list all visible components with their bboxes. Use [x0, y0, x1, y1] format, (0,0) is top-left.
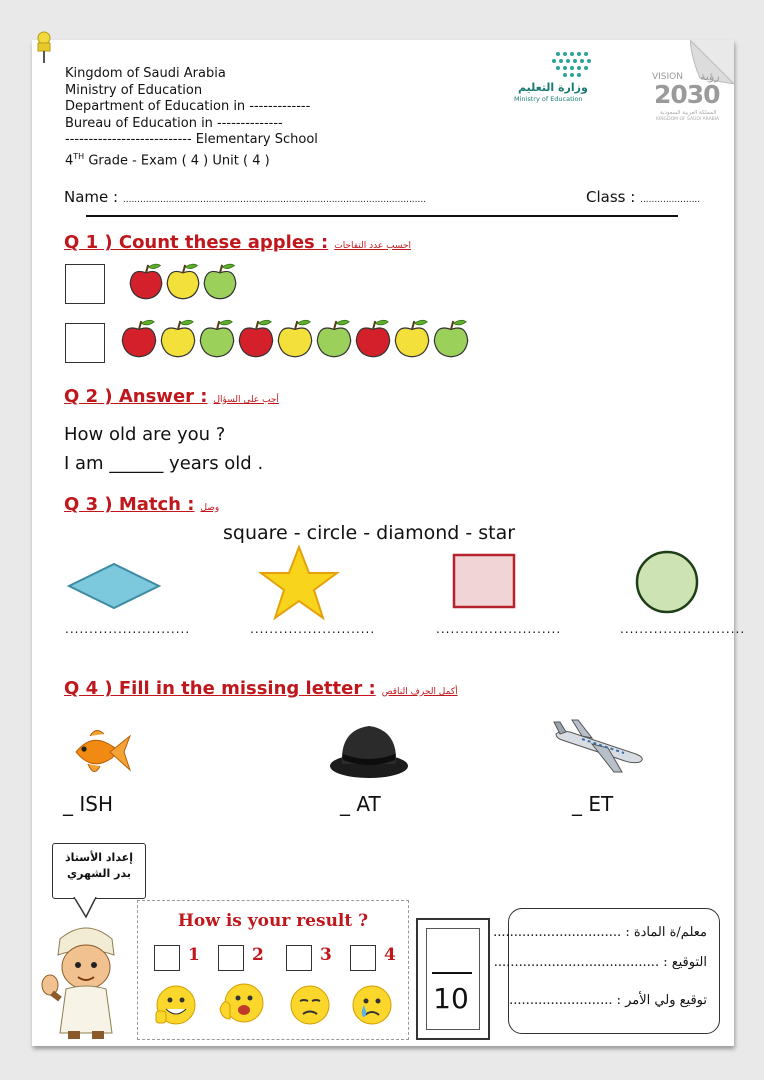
- ministry-logo-ar: وزارة التعليم: [518, 81, 588, 94]
- vision-label: VISION: [652, 72, 683, 82]
- q4-title-ar: أكمل الحرف الناقص: [381, 687, 458, 697]
- vision-country-ar: المملكة العربية السعودية: [660, 110, 717, 116]
- q1-answer-box-2[interactable]: [65, 323, 105, 363]
- result-checkbox-3[interactable]: [286, 945, 312, 971]
- diamond-shape: [66, 561, 162, 611]
- hat-image: [328, 718, 410, 780]
- header-grade: 4TH Grade - Exam ( 4 ) Unit ( 4 ): [65, 151, 270, 168]
- result-checkbox-1[interactable]: [154, 945, 180, 971]
- q1-title-ar: احسب عدد التفاحات: [334, 241, 412, 251]
- q4-word-fish[interactable]: _ ISH: [63, 792, 113, 816]
- header-bureau: Bureau of Education in --------------: [65, 115, 283, 131]
- apple-icon: [165, 262, 201, 304]
- result-number-4: 4: [384, 945, 396, 965]
- name-field[interactable]: [64, 188, 426, 206]
- fish-image: [64, 722, 134, 782]
- q1-title: Q 1 ) Count these apples : احسب عدد التفاحات: [64, 232, 412, 253]
- apple-icon: [432, 318, 470, 362]
- q4-word-hat[interactable]: _ AT: [340, 792, 381, 816]
- header-department: Department of Education in -------------: [65, 99, 311, 114]
- school-header: [65, 66, 318, 169]
- header-divider: [86, 215, 678, 217]
- class-field[interactable]: [586, 188, 700, 206]
- q3-answer-line-1[interactable]: ..........................: [65, 622, 191, 636]
- apple-icon: [393, 318, 431, 362]
- q3-answer-line-3[interactable]: ..........................: [436, 622, 562, 636]
- result-number-1: 1: [188, 945, 200, 965]
- ministry-logo-en: Ministry of Education: [514, 95, 583, 103]
- q4-word-jet[interactable]: _ ET: [572, 792, 614, 816]
- q3-word-bank: square - circle - diamond - star: [223, 522, 516, 544]
- apple-icon: [276, 318, 314, 362]
- vision-year: 2030: [654, 80, 720, 109]
- score-fraction-line: [432, 972, 472, 974]
- teacher-credit-bubble: [52, 843, 146, 899]
- header-country: Kingdom of Saudi Arabia: [65, 66, 226, 81]
- q1-answer-box-1[interactable]: [65, 264, 105, 304]
- header-school: --------------------------- Elementary School: [65, 132, 318, 147]
- score-total: 10: [433, 982, 469, 1015]
- sad-emoji-icon: [288, 983, 332, 1027]
- signature-line[interactable]: التوقيع : ........................................: [493, 955, 707, 970]
- q3-answer-line-2[interactable]: ..........................: [250, 622, 376, 636]
- teacher-credit-line-1: إعداد الأستاذ: [65, 851, 133, 864]
- class-label: Class :: [586, 188, 636, 206]
- result-number-3: 3: [320, 945, 332, 965]
- q1-apples-row-1: [128, 262, 268, 310]
- apple-icon: [128, 262, 164, 304]
- q2-question: How old are you ?: [64, 424, 226, 445]
- q2-answer-line[interactable]: I am ______ years old .: [64, 453, 264, 474]
- class-dots: .....................: [640, 195, 701, 205]
- vision-2030-logo: [652, 72, 734, 122]
- result-number-2: 2: [252, 945, 264, 965]
- vision-label-ar: رؤية: [700, 70, 720, 83]
- name-label: Name :: [64, 188, 119, 206]
- result-checkbox-2[interactable]: [218, 945, 244, 971]
- teacher-signature-line[interactable]: معلم/ة المادة : ...............................: [493, 925, 707, 940]
- star-shape: [258, 543, 340, 623]
- parent-signature-line[interactable]: توقيع ولي الأمر : .........................: [509, 993, 707, 1008]
- apple-icon: [202, 262, 238, 304]
- result-title: How is your result ?: [177, 911, 369, 931]
- apple-icon: [120, 318, 158, 362]
- q3-title: Q 3 ) Match : وصل: [64, 494, 220, 515]
- q2-title-ar: أجب على السؤال: [213, 395, 279, 405]
- q4-title: Q 4 ) Fill in the missing letter : أكمل الحرف الناقص: [64, 678, 458, 699]
- square-shape: [451, 552, 517, 610]
- apple-icon: [237, 318, 275, 362]
- q3-title-ar: وصل: [200, 503, 220, 513]
- thumbs-up-emoji-icon: [154, 983, 198, 1027]
- signature-box: [493, 908, 720, 1034]
- q3-answer-line-4[interactable]: ..........................: [620, 622, 746, 636]
- name-dots: ..........................................................................................................: [122, 195, 427, 205]
- result-checkbox-4[interactable]: [350, 945, 376, 971]
- header-ministry: Ministry of Education: [65, 82, 203, 98]
- vision-country-en: KINGDOM OF SAUDI ARABIA: [656, 117, 720, 122]
- pushpin-icon: [30, 30, 62, 66]
- apple-icon: [159, 318, 197, 362]
- ministry-logo: [508, 50, 606, 110]
- ministry-logo-icon: [508, 50, 606, 80]
- cartoon-boy-image: [40, 915, 132, 1041]
- q1-apples-row-2: [120, 318, 490, 370]
- jet-image: [552, 716, 648, 780]
- score-box: [416, 918, 490, 1040]
- circle-shape: [633, 548, 701, 616]
- apple-icon: [198, 318, 236, 362]
- apple-icon: [315, 318, 353, 362]
- q2-title: Q 2 ) Answer : أجب على السؤال: [64, 386, 279, 407]
- crying-emoji-icon: [350, 983, 394, 1027]
- apple-icon: [354, 318, 392, 362]
- clapping-emoji-icon: [218, 979, 266, 1027]
- teacher-credit-line-2: بدر الشهري: [67, 867, 131, 880]
- result-panel: [137, 900, 409, 1040]
